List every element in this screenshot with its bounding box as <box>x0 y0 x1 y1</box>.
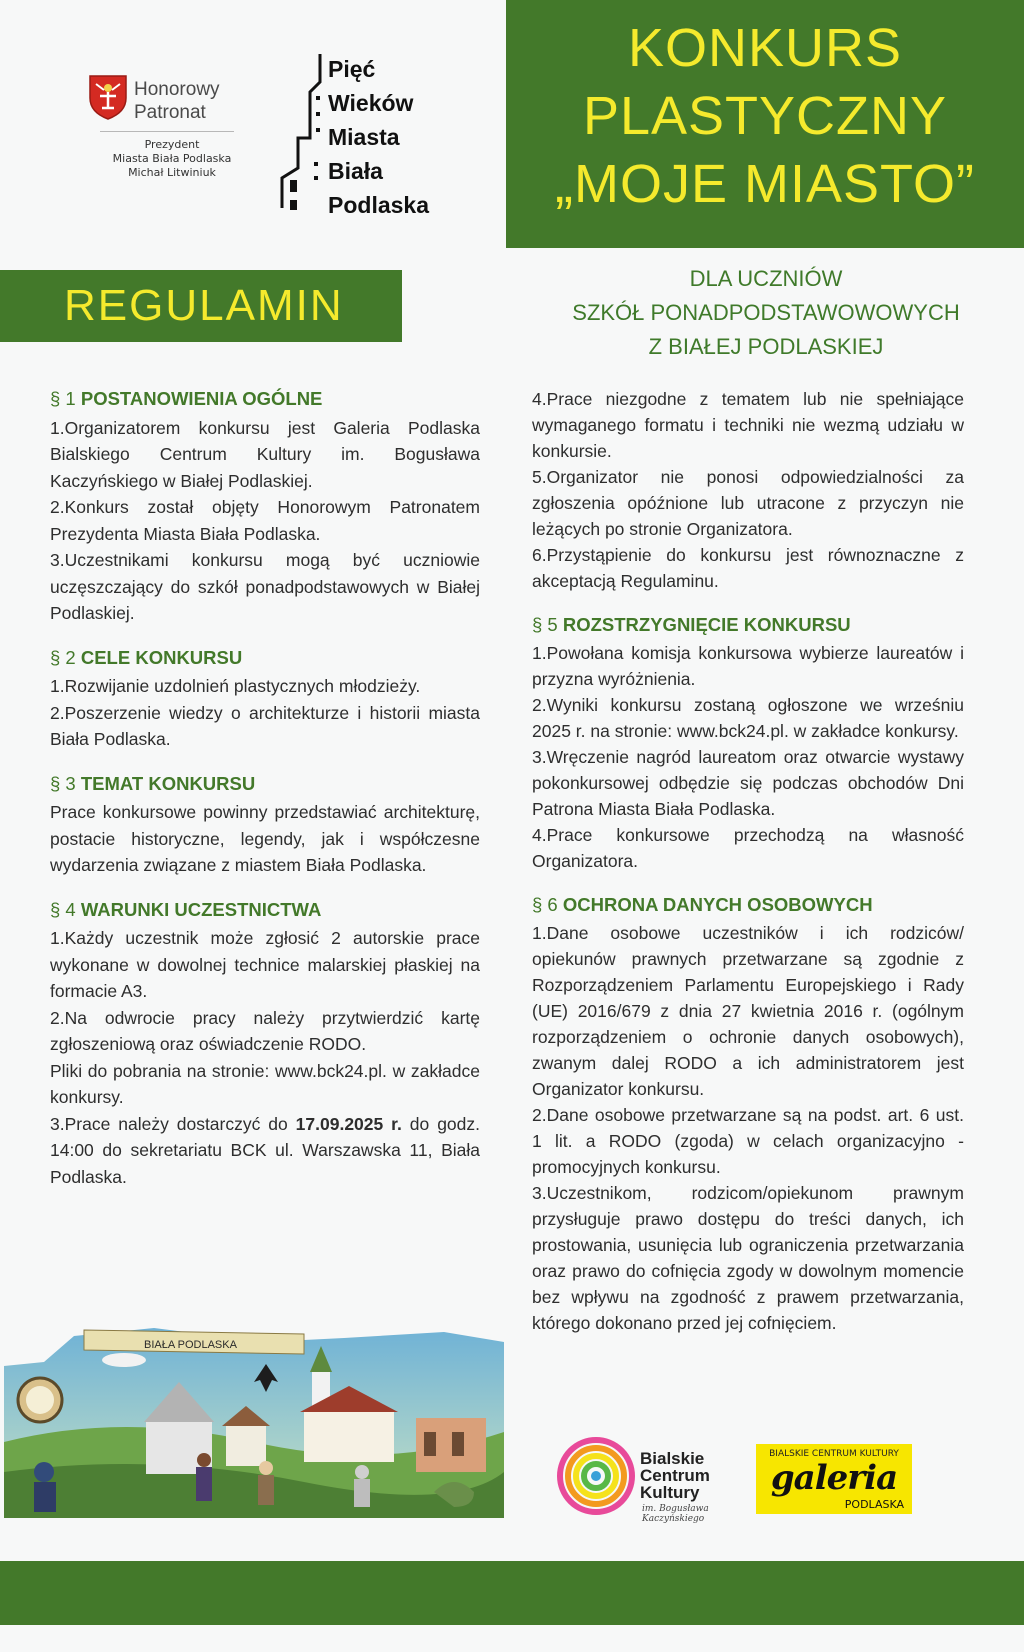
audience-line-1: DLA UCZNIÓW <box>689 266 843 291</box>
regulamin-heading: REGULAMIN <box>64 281 344 330</box>
bck-line-3: Kultury <box>640 1483 700 1502</box>
section-5 <box>532 612 964 874</box>
bck-spiral-icon <box>556 1436 636 1516</box>
piec-wiekow-logo <box>276 52 436 218</box>
section-number: § 1 <box>50 388 76 409</box>
piec-line-4: Biała <box>328 158 383 184</box>
regulamin-banner <box>0 270 402 342</box>
deadline-after: do godz. 14:00 do sekretariatu BCK ul. Warszawska 11, Biała Podlaska. <box>50 1113 481 1187</box>
paragraph: 2.Wyniki konkursu zostaną ogłoszone we wrześniu 2025 r. na stronie: www.bck24.pl. w zakładce konkursy. <box>532 695 964 741</box>
section-number: § 6 <box>532 894 558 915</box>
paragraph: 3.Wręczenie nagród laureatom oraz otwarcie wystawy pokonkursowej odbędzie się podczas obchodów Dni Patrona Miasta Biała Podlaska. <box>532 747 964 819</box>
section-number: § 3 <box>50 772 76 794</box>
bck-logo <box>556 1436 726 1524</box>
section-4-continued <box>532 386 964 594</box>
audience-line-2: SZKÓŁ PONADPODSTAWOWOWYCH <box>572 300 960 325</box>
patronat-sub-3: Michał Litwiniuk <box>128 166 216 179</box>
section-title: OCHRONA DANYCH OSOBOWYCH <box>562 894 873 915</box>
patronat-title-2: Patronat <box>134 102 206 123</box>
footer-bar <box>0 1561 1024 1625</box>
paragraph: 2.Dane osobowe przetwarzane są na podst. art. 6 ust. 1 lit. a RODO (zgoda) w celach organizacyjno - promocyjnych konkursu. <box>532 1105 964 1177</box>
section-heading <box>50 386 480 413</box>
title-line-3: „MOJE MIASTO” <box>554 154 975 214</box>
paragraph: 1.Dane osobowe uczestników i ich rodziców/ opiekunów prawnych przetwarzane są zgodnie z Rozporządzeniem Parlamentu Europejskiego i Rady (UE) 2016/679 z dnia 27 kwietnia 2016 r. (ogólnym rozporządzeniem o ochronie danych osobowych), zwanym dalej RODO a ich administratorem jest Organizator konkursu. <box>532 923 964 1099</box>
paragraph: 2.Poszerzenie wiedzy o architekturze i historii miasta Biała Podlaska. <box>50 702 480 749</box>
section-number: § 4 <box>50 898 76 920</box>
title-banner <box>506 0 1024 248</box>
patronat-sub-1: Prezydent <box>144 138 200 151</box>
regulations-right-column <box>532 386 964 1354</box>
section-6 <box>532 892 964 1336</box>
paragraph: Prace konkursowe powinny przedstawiać architekturę, postacie historyczne, legendy, jak i współczesne wydarzenia związane z miastem Biała Podlaska. <box>50 802 480 875</box>
section-4 <box>50 897 480 1191</box>
section-2 <box>50 645 480 753</box>
painting-sign: BIAŁA PODLASKA <box>144 1339 237 1351</box>
deadline-before: 3.Prace należy dostarczyć do <box>50 1113 296 1134</box>
paragraph: 1.Organizatorem konkursu jest Galeria Podlaska Bialskiego Centrum Kultury im. Bogusława Kaczyńskiego w Białej Podlaskiej. <box>50 417 480 491</box>
section-title: CELE KONKURSU <box>80 646 243 668</box>
patronat-title-1: Honorowy <box>134 79 220 100</box>
section-title: TEMAT KONKURSU <box>80 772 256 794</box>
bck-line-1: Bialskie <box>640 1449 705 1468</box>
paragraph: 3.Uczestnikami konkursu mogą być uczniowie uczęszczający do szkół ponadpodstawowych w Białej Podlaskiej. <box>50 550 480 623</box>
piec-line-1: Pięć <box>328 56 376 82</box>
paragraph: 1.Rozwijanie uzdolnień plastycznych młodzieży. <box>50 676 421 696</box>
city-crest-icon <box>88 74 128 120</box>
section-heading <box>532 892 964 918</box>
audience-line-3: Z BIAŁEJ PODLASKIEJ <box>648 334 884 359</box>
galeria-podlaska-logo <box>756 1444 912 1514</box>
deadline-date: 17.09.2025 r. <box>295 1113 402 1134</box>
paragraph: Pliki do pobrania na stronie: www.bck24.pl. w zakładce konkursy. <box>50 1060 480 1107</box>
section-heading <box>50 897 480 924</box>
section-number: § 2 <box>50 646 76 668</box>
section-1 <box>50 386 480 627</box>
paragraph: 3.Uczestnikom, rodzicom/opiekunom prawnym przysługuje prawo dostępu do treści danych, ich prostowania, usunięcia lub ograniczenia przetwarzania oraz prawo do cofnięcia zgody w dowolnym momencie bez wpływu na zgodność z prawem przetwarzania, którego dokonano przed jej cofnięciem. <box>532 1183 964 1333</box>
section-heading <box>532 612 964 638</box>
galeria-bottom-text: PODLASKA <box>844 1498 904 1511</box>
piec-line-2: Wieków <box>328 90 414 116</box>
section-number: § 5 <box>532 614 558 635</box>
piec-line-3: Miasta <box>328 124 400 150</box>
galeria-top-text: BIALSKIE CENTRUM KULTURY <box>769 1449 899 1459</box>
paragraph: 4.Prace konkursowe przechodzą na własność Organizatora. <box>532 825 964 871</box>
title-line-1: KONKURS <box>627 18 903 78</box>
section-heading <box>50 645 480 672</box>
audience-text <box>510 262 1022 364</box>
paragraph: 2.Na odwrocie pracy należy przytwierdzić kartę zgłoszeniową oraz oświadczenie RODO. <box>50 1007 480 1054</box>
tower-outline-icon <box>276 52 328 212</box>
paragraph: 5.Organizator nie ponosi odpowiedzialności za zgłoszenia opóźnione lub utracone z przyczyn nie leżących po stronie Organizatora. <box>532 467 964 539</box>
patronat-divider <box>100 131 234 132</box>
paragraph: 1.Każdy uczestnik może zgłosić 2 autorskie prace wykonane w dowolnej technice malarskiej płaskiej na formacie A3. <box>50 928 480 1001</box>
city-painting-illustration <box>4 1322 504 1518</box>
section-3 <box>50 771 480 879</box>
bck-line-2: Centrum <box>640 1466 710 1485</box>
bck-dedication: im. Bogusława Kaczyńskiego <box>642 1504 709 1524</box>
title-line-2: PLASTYCZNY <box>582 86 948 146</box>
regulations-left-column <box>50 386 480 1208</box>
paragraph: 4.Prace niezgodne z tematem lub nie spełniające wymaganego formatu i techniki nie wezmą udziału w konkursie. <box>532 389 964 461</box>
paragraph: 6.Przystąpienie do konkursu jest równoznaczne z akceptacją Regulaminu. <box>532 545 964 591</box>
galeria-main-text: galeria <box>770 1458 898 1498</box>
section-title: WARUNKI UCZESTNICTWA <box>80 898 322 920</box>
section-title: ROZSTRZYGNIĘCIE KONKURSU <box>562 614 851 635</box>
section-title: POSTANOWIENIA OGÓLNE <box>80 388 323 409</box>
deadline-paragraph <box>50 1111 480 1191</box>
paragraph: 2.Konkurs został objęty Honorowym Patronatem Prezydenta Miasta Biała Podlaska. <box>50 497 480 544</box>
section-heading <box>50 771 480 798</box>
paragraph: 1.Powołana komisja konkursowa wybierze laureatów i przyzna wyróżnienia. <box>532 643 964 689</box>
piec-line-5: Podlaska <box>328 192 429 218</box>
patronat-sub-2: Miasta Biała Podlaska <box>112 152 232 165</box>
